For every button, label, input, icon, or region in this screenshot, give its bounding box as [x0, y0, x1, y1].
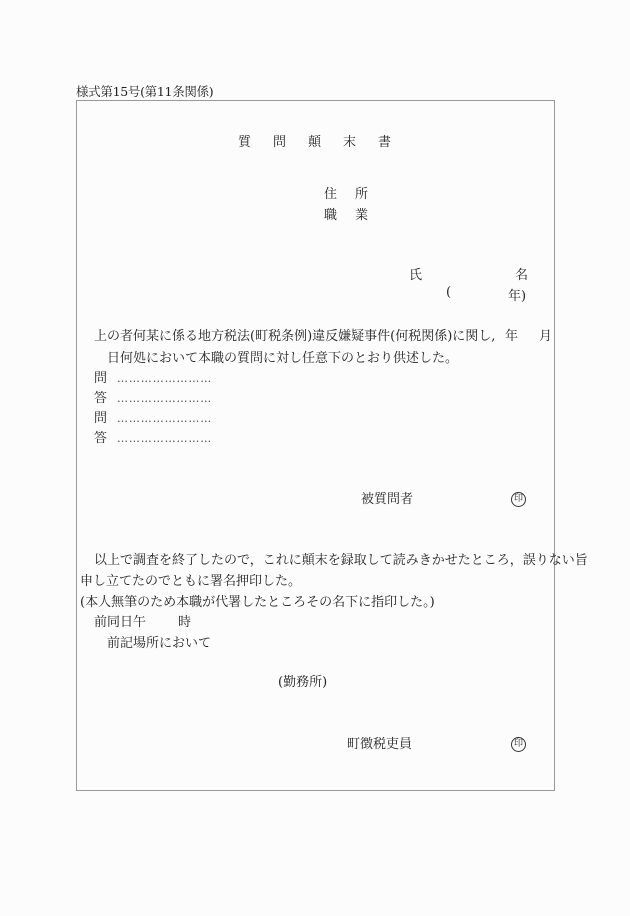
name-label-left: 氏 — [409, 268, 423, 283]
address-label — [324, 183, 368, 202]
answer-mark: 答 — [94, 431, 108, 446]
conclusion-line-1: 以上で調査を終了したので，これに顛末を録取して読みきかせたところ，誤りない旨 — [94, 553, 588, 568]
seal-glyph: 印 — [511, 737, 526, 752]
qa-row-answer — [94, 387, 212, 406]
title-char: 末 — [343, 135, 357, 150]
document-title — [238, 131, 413, 150]
answer-dots: …………………… — [117, 412, 213, 425]
intro-month-label: 月 — [539, 329, 553, 344]
seal-icon — [511, 486, 526, 507]
intro-line-2: 日何処において本職の質問に対し任意下のとおり供述した。 — [107, 351, 459, 366]
name-label-right: 名 — [515, 268, 529, 283]
address-char: 住 — [324, 187, 338, 202]
qa-row-question — [94, 407, 212, 426]
answer-dots: …………………… — [117, 392, 213, 405]
conclusion-note: (本人無筆のため本職が代署したところその名下に指印した。) — [80, 595, 435, 610]
title-char: 書 — [378, 135, 392, 150]
tax-officer-label: 町徴税吏員 — [347, 737, 413, 752]
same-day-hour-label: 時 — [178, 615, 192, 630]
address-char: 所 — [355, 187, 369, 202]
age-open-paren: ( — [446, 285, 452, 300]
seal-glyph: 印 — [511, 492, 526, 507]
seal-icon — [511, 731, 526, 752]
place-label: 前記場所において — [107, 636, 212, 651]
examinee-label: 被質問者 — [361, 492, 414, 507]
question-mark: 問 — [94, 371, 108, 386]
age-close-label: 年) — [508, 289, 527, 304]
intro-year-label: 年 — [505, 329, 519, 344]
same-day-label: 前同日午 — [94, 615, 147, 630]
qa-row-answer — [94, 427, 212, 446]
title-char: 問 — [273, 135, 287, 150]
title-char: 顛 — [308, 135, 322, 150]
qa-row-question — [94, 367, 212, 386]
occupation-char: 業 — [355, 208, 369, 223]
conclusion-line-2: 申し立てたのでともに署名押印した。 — [80, 574, 302, 589]
occupation-char: 職 — [324, 208, 338, 223]
form-number-label: 様式第15号(第11条関係) — [76, 84, 214, 99]
question-mark: 問 — [94, 411, 108, 426]
answer-dots: …………………… — [117, 432, 213, 445]
answer-mark: 答 — [94, 391, 108, 406]
title-char: 質 — [238, 135, 252, 150]
answer-dots: …………………… — [117, 372, 213, 385]
workplace-label: (勤務所) — [278, 675, 328, 690]
intro-line-1: 上の者何某に係る地方税法(町税条例)違反嫌疑事件(何税関係)に関し, — [94, 329, 496, 344]
occupation-label — [324, 204, 368, 223]
